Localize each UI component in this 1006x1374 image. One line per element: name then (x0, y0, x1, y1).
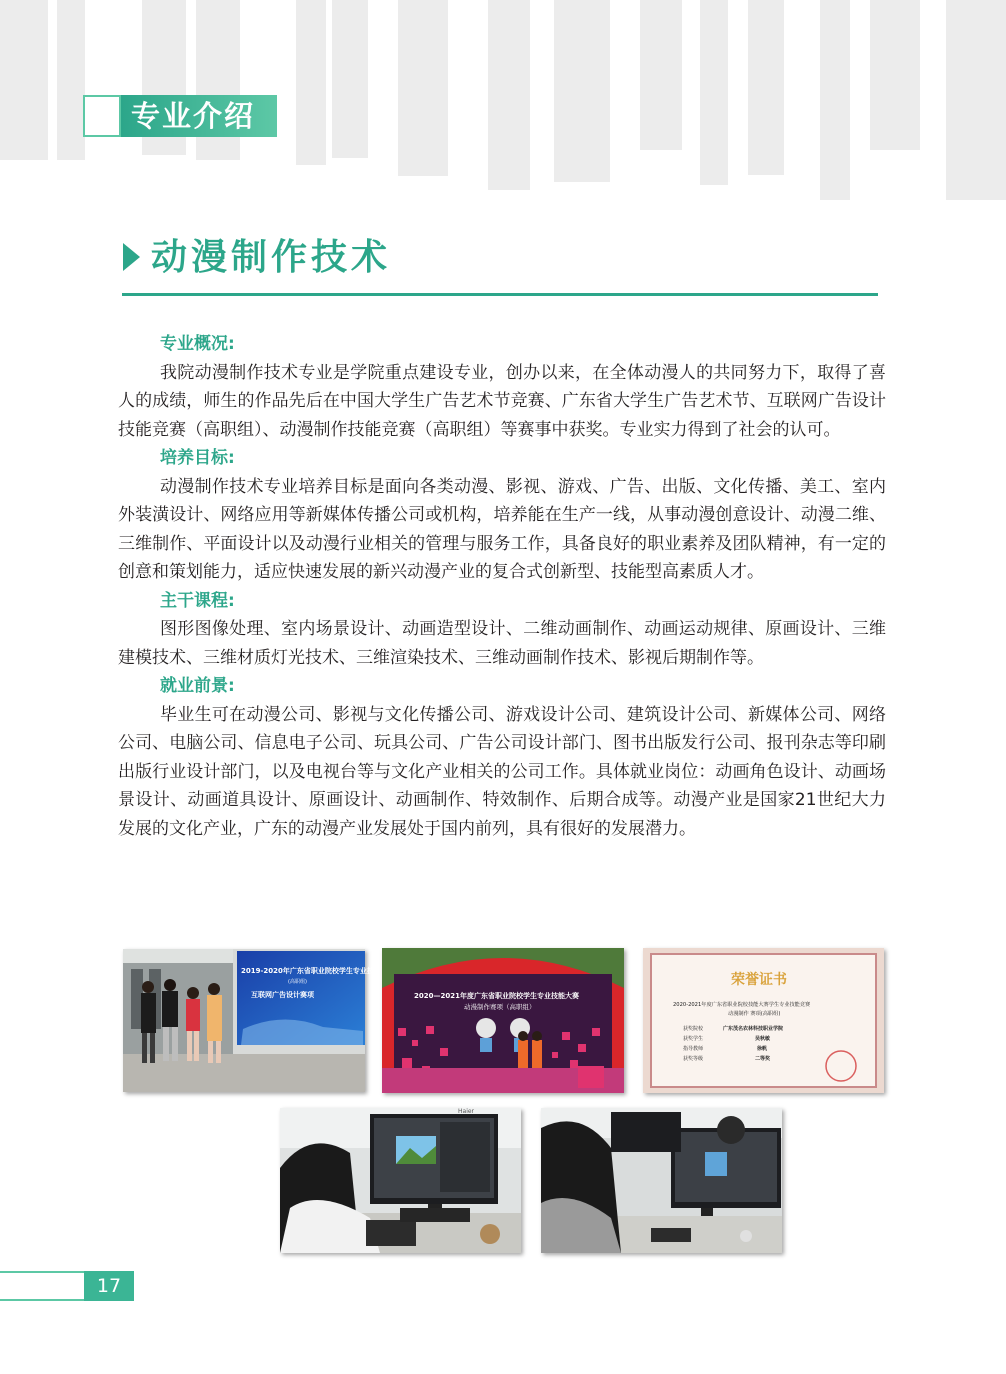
certificate-row-label: 获奖等级 (683, 1056, 704, 1062)
section-paragraph: 动漫制作技术专业培养目标是面向各类动漫、影视、游戏、广告、出版、文化传播、美工、室内外装潢设计、网络应用等新媒体传播公司或机构，培养能在生产一线，从事动漫创意设计、动漫二维、三维制作、平面设计以及动漫行业相关的管理与服务工作，具备良好的职业素养及团队精神，有一定的创意和策划能力，适应快速发展的新兴动漫产业的复合式创新型、技能型高素质人才。 (118, 476, 886, 582)
certificate-row-value: 吴秋敏 (755, 1036, 771, 1042)
screen-event: 互联网广告设计赛项 (251, 991, 314, 999)
certificate-event: 2020-2021年度广东省职业院校技能大赛学生专业技能竞赛 (673, 1002, 811, 1008)
certificate-row-label: 获奖学生 (683, 1036, 704, 1042)
certificate-category: 动漫制作 赛项(高职组) (728, 1011, 781, 1017)
section-overview (118, 330, 886, 444)
section-paragraph: 我院动漫制作技术专业是学院重点建设专业，创办以来，在全体动漫人的共同努力下，取得了喜人的成绩，师生的作品先后在中国大学生广告艺术节竞赛、广东省大学生广告艺术节、互联网广告设计技能竞赛（高职组）、动漫制作技能竞赛（高职组）等赛事中获奖。专业实力得到了社会的认可。 (118, 362, 886, 440)
section-title-accent (83, 95, 121, 137)
certificate-row-label: 获奖院校 (683, 1026, 704, 1032)
monitor-brand: Haier (458, 1108, 475, 1115)
photo-competition-screen (123, 949, 381, 1092)
screen-title: 2019-2020年广东省职业院校学生专业技能 (241, 967, 381, 975)
section-label: 主干课程: (160, 590, 235, 611)
section-title: 专业介绍 (121, 95, 277, 137)
photo-certificate (643, 948, 884, 1093)
screen-subtitle: (高职组) (288, 979, 307, 985)
section-label: 专业概况: (160, 334, 235, 354)
heading-arrow-icon (123, 243, 140, 271)
stage-subtitle: 动漫制作赛项（高职组） (464, 1003, 536, 1011)
section-label: 就业前景: (160, 676, 235, 696)
section-goals (118, 444, 886, 587)
section-courses (118, 587, 886, 673)
certificate-row-value: 广东茂名农林科技职业学院 (723, 1026, 784, 1032)
certificate-title: 荣誉证书 (731, 972, 787, 988)
certificate-row-label: 指导教师 (683, 1046, 704, 1052)
section-label: 培养目标: (160, 448, 235, 468)
heading-divider (122, 293, 878, 296)
major-description (118, 330, 886, 843)
photo-student-computer-1 (280, 1108, 521, 1253)
section-careers (118, 672, 886, 843)
certificate-row-value: 徐帆 (757, 1046, 768, 1052)
certificate-row-value: 二等奖 (755, 1056, 771, 1062)
section-paragraph: 图形图像处理、室内场景设计、动画造型设计、二维动画制作、动画运动规律、原画设计、三维建模技术、三维材质灯光技术、三维渲染技术、三维动画制作技术、影视后期制作等。 (118, 619, 886, 668)
page-number-bar (0, 1271, 84, 1301)
photo-award-stage (382, 948, 624, 1093)
stage-title: 2020—2021年度广东省职业院校学生专业技能大赛 (414, 992, 579, 1000)
page-number: 17 (84, 1271, 134, 1301)
section-paragraph: 毕业生可在动漫公司、影视与文化传播公司、游戏设计公司、建筑设计公司、新媒体公司、网络公司、电脑公司、信息电子公司、玩具公司、广告公司设计部门、图书出版发行公司、报刊杂志等印刷出版行业设计部门，以及电视台等与文化产业相关的公司工作。具体就业岗位：动画角色设计、动画场景设计、动画道具设计、原画设计、动画制作、特效制作、后期合成等。动漫产业是国家21世纪大力发展的文化产业，广东的动漫产业发展处于国内前列，具有很好的发展潜力。 (118, 704, 886, 839)
photo-student-computer-2 (541, 1108, 782, 1253)
major-title: 动漫制作技术 (151, 237, 392, 278)
